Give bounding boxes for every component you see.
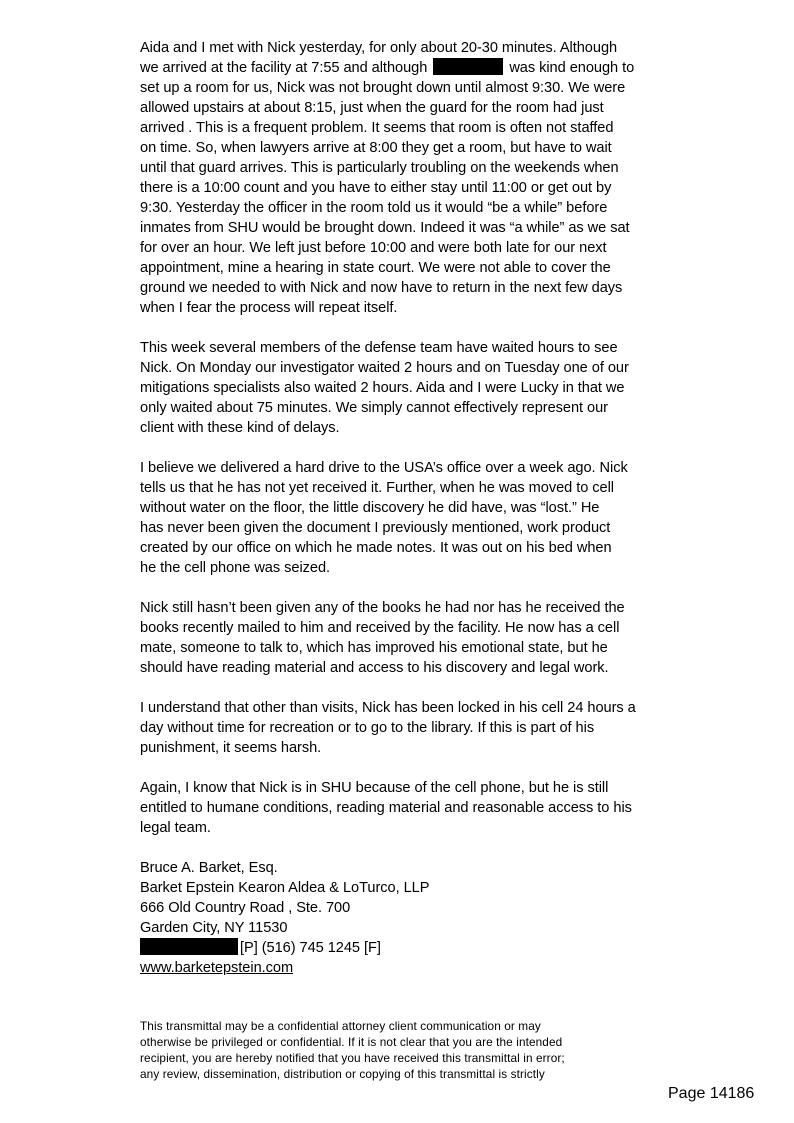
text-line: Again, I know that Nick is in SHU because of the cell phone, but he is still [140,780,609,796]
paragraph-closing [140,778,668,838]
text-line: I understand that other than visits, Nick has been locked in his cell 24 hours a [140,700,636,716]
text-line: Nick. On Monday our investigator waited 2 hours and on Tuesday one of our [140,360,629,376]
text-line: mitigations specialists also waited 2 hours. Aida and I were Lucky in that we [140,380,625,396]
text-line: entitled to humane conditions, reading material and reasonable access to his [140,800,632,816]
text-line: ground we needed to with Nick and now have to return in the next few days [140,280,623,296]
phone-fax-text: [P] (516) 745 1245 [F] [240,940,381,956]
text-line: he the cell phone was seized. [140,560,331,576]
text-line: until that guard arrives. This is particularly troubling on the weekends when [140,160,619,176]
text-line: set up a room for us, Nick was not brought down until almost 9:30. We were [140,80,626,96]
signature-address-line: 666 Old Country Road , Ste. 700 [140,900,351,916]
letter-body [140,38,668,978]
text-line: appointment, mine a hearing in state court. We were not able to cover the [140,260,611,276]
text-line: This week several members of the defense team have waited hours to see [140,340,618,356]
signature-block [140,858,668,978]
text-line: day without time for recreation or to go to the library. If this is part of his [140,720,595,736]
text-line: arrived . This is a frequent problem. It seems that room is often not staffed [140,120,614,136]
text-line: allowed upstairs at about 8:15, just when the guard for the room had just [140,100,604,116]
text-line: inmates from SHU would be brought down. Indeed it was “a while” as we sat [140,220,630,236]
text-line: tells us that he has not yet received it. Further, when he was moved to cell [140,480,614,496]
paragraph-cell-lockdown [140,698,668,758]
confidentiality-disclaimer [140,1018,680,1083]
text-line: books recently mailed to him and received by the facility. He now has a cell [140,620,620,636]
text-line: on time. So, when lawyers arrive at 8:00 they get a room, but have to wait [140,140,612,156]
text-line: punishment, it seems harsh. [140,740,322,756]
redaction-bar [140,938,238,955]
redaction-bar [433,58,503,75]
text-line: only waited about 75 minutes. We simply cannot effectively represent our [140,400,608,416]
paragraph-facility-wait [140,38,668,318]
disclaimer-line: otherwise be privileged or confidential. If it is not clear that you are the intended [140,1035,563,1049]
text-line: Aida and I met with Nick yesterday, for only about 20-30 minutes. Although [140,40,618,56]
disclaimer-line: recipient, you are hereby notified that you have received this transmittal in error; [140,1051,565,1065]
text-line: Nick still hasn’t been given any of the books he had nor has he received the [140,600,625,616]
paragraph-discovery [140,458,668,578]
disclaimer-line: any review, dissemination, distribution or copying of this transmittal is strictly [140,1067,545,1081]
paragraph-books [140,598,668,678]
page-number: Page 14186 [668,1085,755,1102]
text-line: for over an hour. We left just before 10:00 and were both late for our next [140,240,607,256]
text-line: 9:30. Yesterday the officer in the room told us it would “be a while” before [140,200,608,216]
text-line: created by our office on which he made notes. It was out on his bed when [140,540,612,556]
signature-city-line: Garden City, NY 11530 [140,920,288,936]
text-line: mate, someone to talk to, which has improved his emotional state, but he [140,640,608,656]
signature-name: Bruce A. Barket, Esq. [140,860,278,876]
text-line: when I fear the process will repeat itself. [140,300,398,316]
disclaimer-line: This transmittal may be a confidential attorney client communication or may [140,1019,541,1033]
text-line: there is a 10:00 count and you have to either stay until 11:00 or get out by [140,180,612,196]
text-line: I believe we delivered a hard drive to the USA’s office over a week ago. Nick [140,460,628,476]
paragraph-defense-team-waits [140,338,668,438]
text-line: client with these kind of delays. [140,420,340,436]
text-fragment: we arrived at the facility at 7:55 and although [140,60,428,76]
website-link[interactable]: www.barketepstein.com [140,960,294,976]
text-line: has never been given the document I previously mentioned, work product [140,520,611,536]
text-line: legal team. [140,820,211,836]
text-fragment: was kind enough to [509,60,635,76]
signature-website-line [140,958,668,978]
signature-firm: Barket Epstein Kearon Aldea & LoTurco, LLP [140,880,430,896]
text-line: should have reading material and access to his discovery and legal work. [140,660,609,676]
text-line [140,58,668,78]
text-line: without water on the floor, the little discovery he did have, was “lost.” He [140,500,600,516]
signature-phone-line [140,938,668,958]
